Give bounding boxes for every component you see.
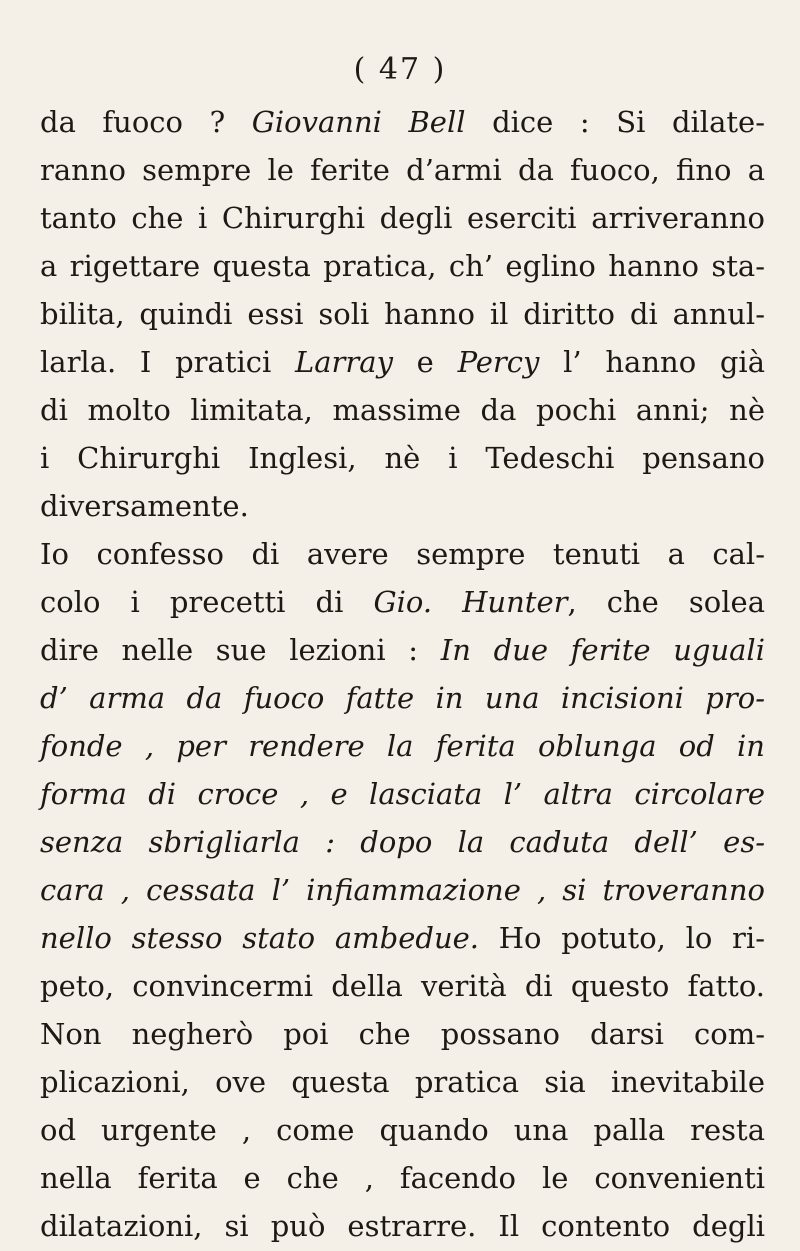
text-segment: od urgente , come quando una palla resta (40, 1113, 765, 1147)
text-segment: larla. I pratici (40, 345, 295, 379)
text-segment: dire nelle sue lezioni : (40, 633, 441, 667)
italic-text: fonde , per rendere la ferita oblunga od in (40, 729, 765, 763)
text-segment: bilita, quindi essi soli hanno il diritto di annul- (40, 297, 765, 331)
italic-text: Percy (457, 345, 540, 379)
page-number: ( 47 ) (353, 52, 447, 87)
text-segment: , che solea (567, 585, 765, 619)
text-line (40, 1202, 765, 1250)
italic-text: forma di croce , e lasciata l’ altra circolare (40, 777, 765, 811)
body-text (40, 98, 765, 1250)
italic-text: nello stesso stato ambedue. (40, 921, 480, 955)
text-line (40, 482, 765, 530)
text-line (40, 434, 765, 482)
text-line (40, 962, 765, 1010)
text-segment: Ho potuto, lo ri- (479, 921, 765, 955)
text-line (40, 242, 765, 290)
text-line (40, 194, 765, 242)
text-segment: l’ hanno già (539, 345, 766, 379)
italic-text: Larray (295, 345, 393, 379)
text-segment: diversamente. (40, 489, 249, 523)
text-segment: e (392, 345, 458, 379)
italic-text: In due ferite uguali (440, 633, 765, 667)
text-line (40, 530, 765, 578)
text-segment: i Chirurghi Inglesi, nè i Tedeschi pensano (40, 441, 765, 475)
text-segment: colo i precetti di (40, 585, 374, 619)
text-segment: dilatazioni, si può estrarre. Il contento degli (40, 1209, 765, 1243)
text-line (40, 866, 765, 914)
italic-text: Giovanni Bell (251, 105, 466, 139)
text-line (40, 1010, 765, 1058)
text-line (40, 1106, 765, 1154)
text-line (40, 770, 765, 818)
text-line (40, 146, 765, 194)
text-line (40, 98, 765, 146)
italic-text: cara , cessata l’ infiammazione , si troveranno (40, 873, 765, 907)
text-line (40, 1058, 765, 1106)
text-segment: dice : Si dilate- (465, 105, 765, 139)
text-line (40, 578, 765, 626)
text-segment: tanto che i Chirurghi degli eserciti arriveranno (40, 201, 765, 235)
text-line (40, 290, 765, 338)
text-segment: Non negherò poi che possano darsi com- (40, 1017, 765, 1051)
text-line (40, 386, 765, 434)
text-segment: peto, convincermi della verità di questo fatto. (40, 969, 765, 1003)
text-segment: plicazioni, ove questa pratica sia inevitabile (40, 1065, 765, 1099)
text-line (40, 338, 765, 386)
text-segment: Io confesso di avere sempre tenuti a cal- (40, 537, 765, 571)
text-line (40, 626, 765, 674)
italic-text: senza sbrigliarla : dopo la caduta dell’ es- (40, 825, 765, 859)
italic-text: Gio. Hunter (373, 585, 568, 619)
text-segment: di molto limitata, massime da pochi anni; nè (40, 393, 765, 427)
text-line (40, 1154, 765, 1202)
text-line (40, 818, 765, 866)
text-segment: nella ferita e che , facendo le convenienti (40, 1161, 765, 1195)
text-line (40, 674, 765, 722)
text-line (40, 722, 765, 770)
text-segment: da fuoco ? (40, 105, 252, 139)
text-line (40, 914, 765, 962)
italic-text: d’ arma da fuoco fatte in una incisioni pro- (40, 681, 765, 715)
text-segment: a rigettare questa pratica, ch’ eglino hanno sta- (40, 249, 765, 283)
text-segment: ranno sempre le ferite d’armi da fuoco, fino a (40, 153, 765, 187)
